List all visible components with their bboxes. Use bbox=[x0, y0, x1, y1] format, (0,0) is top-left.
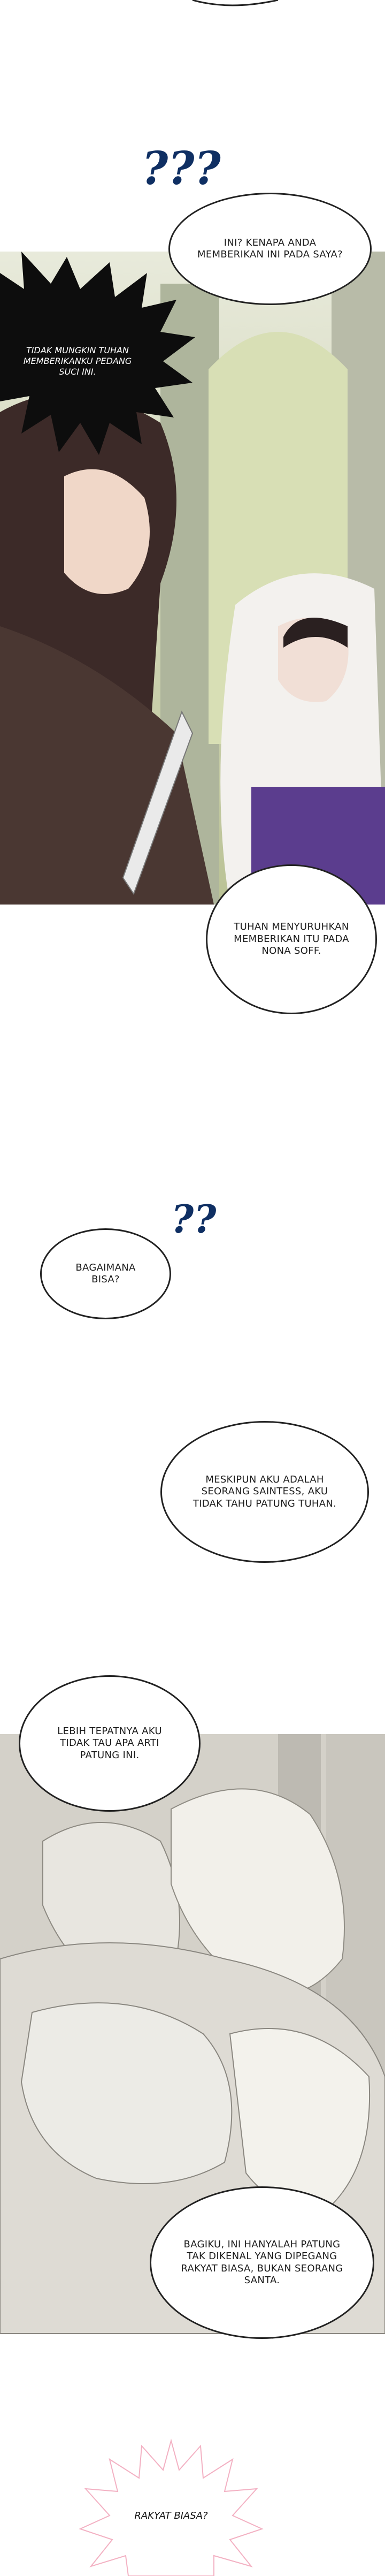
question-marks-2: ?? bbox=[171, 1196, 217, 1242]
dialogue-b6: LEBIH TEPATNYA AKU TIDAK TAU APA ARTI PATUNG INI. bbox=[19, 1675, 201, 1812]
dialogue-b8: RAKYAT BIASA? bbox=[134, 2510, 208, 2521]
dialogue-b5: MESKIPUN AKU ADALAH SEORANG SAINTESS, AKU TIDAK TAHU PATUNG TUHAN. bbox=[160, 1421, 369, 1563]
pink-burst-shape bbox=[80, 2441, 262, 2576]
top-bubble-edge bbox=[0, 0, 385, 21]
dialogue-b3: TUHAN MENYURUHKAN MEMBERIKAN ITU PADA NONA SOFF. bbox=[206, 864, 377, 1014]
panel-crypt bbox=[0, 237, 385, 905]
dialogue-b1: INI? KENAPA ANDA MEMBERIKAN INI PADA SAYA? bbox=[168, 193, 372, 305]
dialogue-b4: BAGAIMANA BISA? bbox=[40, 1228, 171, 1319]
dialogue-b7: BAGIKU, INI HANYALAH PATUNG TAK DIKENAL YANG DIPEGANG RAKYAT BIASA, BUKAN SEORANG SANTA. bbox=[150, 2186, 374, 2339]
question-marks-1: ??? bbox=[142, 142, 221, 195]
dialogue-b2: TIDAK MUNGKIN TUHAN MEMBERIKANKU PEDANG SUCI INI. bbox=[23, 345, 132, 377]
